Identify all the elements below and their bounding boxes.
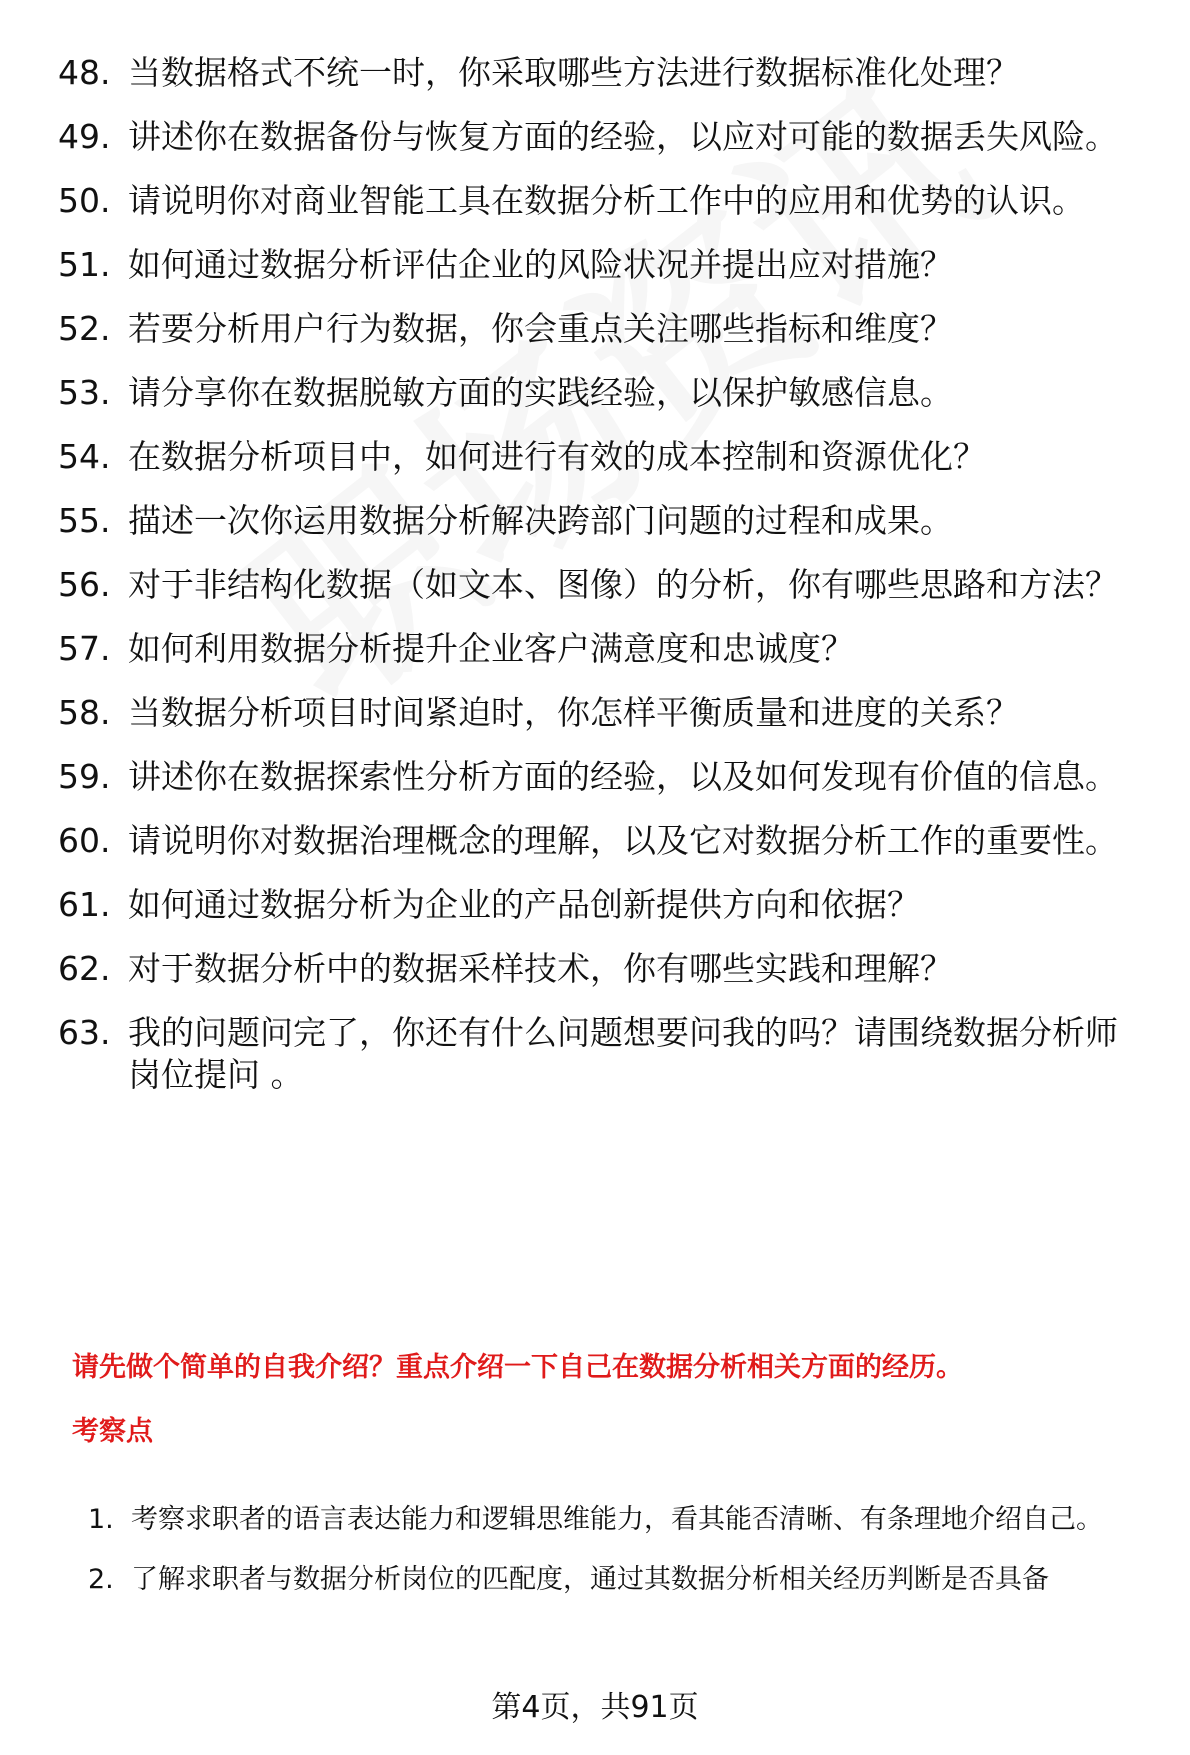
question-item <box>58 308 1148 350</box>
question-item <box>58 628 1148 670</box>
question-number: 56. <box>58 565 111 604</box>
question-item <box>58 244 1148 286</box>
question-number: 55. <box>58 501 111 540</box>
question-text: 描述一次你运用数据分析解决跨部门问题的过程和成果。 <box>128 501 953 540</box>
question-text: 如何利用数据分析提升企业客户满意度和忠诚度？ <box>128 629 854 668</box>
question-item <box>58 564 1148 606</box>
question-number: 57. <box>58 629 111 668</box>
question-number: 52. <box>58 309 111 348</box>
question-number: 49. <box>58 117 111 156</box>
question-item <box>58 500 1148 542</box>
question-number: 51. <box>58 245 111 284</box>
question-text: 我的问题问完了，你还有什么问题想要问我的吗？请围绕数据分析师岗位提问 。 <box>128 1013 1118 1094</box>
question-item <box>58 52 1148 94</box>
question-text: 当数据格式不统一时，你采取哪些方法进行数据标准化处理？ <box>128 53 1019 92</box>
point-text: 考察求职者的语言表达能力和逻辑思维能力，看其能否清晰、有条理地介绍自己。 <box>131 1504 1103 1535</box>
question-list <box>58 52 1148 1118</box>
question-item <box>58 756 1148 798</box>
question-text: 讲述你在数据备份与恢复方面的经验，以应对可能的数据丢失风险。 <box>128 117 1118 156</box>
point-item <box>88 1550 1156 1610</box>
question-item <box>58 884 1148 926</box>
question-item <box>58 180 1148 222</box>
question-number: 63. <box>58 1013 111 1052</box>
point-number: 1. <box>88 1504 114 1535</box>
question-number: 54. <box>58 437 111 476</box>
question-text: 如何通过数据分析为企业的产品创新提供方向和依据？ <box>128 885 920 924</box>
question-number: 60. <box>58 821 111 860</box>
question-number: 62. <box>58 949 111 988</box>
question-text: 对于非结构化数据（如文本、图像）的分析，你有哪些思路和方法？ <box>128 565 1118 604</box>
points-heading: 考察点 <box>72 1416 153 1447</box>
points-list <box>88 1490 1156 1610</box>
question-text: 若要分析用户行为数据，你会重点关注哪些指标和维度？ <box>128 309 953 348</box>
question-number: 61. <box>58 885 111 924</box>
question-item <box>58 436 1148 478</box>
question-number: 58. <box>58 693 111 732</box>
point-item <box>88 1490 1156 1550</box>
question-item <box>58 1012 1148 1096</box>
question-text: 对于数据分析中的数据采样技术，你有哪些实践和理解？ <box>128 949 953 988</box>
question-number: 48. <box>58 53 111 92</box>
question-number: 59. <box>58 757 111 796</box>
question-item <box>58 372 1148 414</box>
page-footer: 第4页，共91页 <box>491 1690 699 1725</box>
point-text: 了解求职者与数据分析岗位的匹配度，通过其数据分析相关经历判断是否具备 <box>131 1564 1049 1595</box>
question-number: 50. <box>58 181 111 220</box>
question-text: 在数据分析项目中，如何进行有效的成本控制和资源优化？ <box>128 437 986 476</box>
question-text: 当数据分析项目时间紧迫时，你怎样平衡质量和进度的关系？ <box>128 693 1019 732</box>
question-item <box>58 116 1148 158</box>
section-question-heading: 请先做个简单的自我介绍？重点介绍一下自己在数据分析相关方面的经历。 <box>72 1352 963 1383</box>
question-text: 请说明你对商业智能工具在数据分析工作中的应用和优势的认识。 <box>128 181 1085 220</box>
question-item <box>58 692 1148 734</box>
point-number: 2. <box>88 1564 114 1595</box>
question-number: 53. <box>58 373 111 412</box>
question-item <box>58 820 1148 862</box>
question-text: 如何通过数据分析评估企业的风险状况并提出应对措施？ <box>128 245 953 284</box>
question-item <box>58 948 1148 990</box>
question-text: 请说明你对数据治理概念的理解，以及它对数据分析工作的重要性。 <box>128 821 1118 860</box>
question-text: 讲述你在数据探索性分析方面的经验，以及如何发现有价值的信息。 <box>128 757 1118 796</box>
question-text: 请分享你在数据脱敏方面的实践经验，以保护敏感信息。 <box>128 373 953 412</box>
